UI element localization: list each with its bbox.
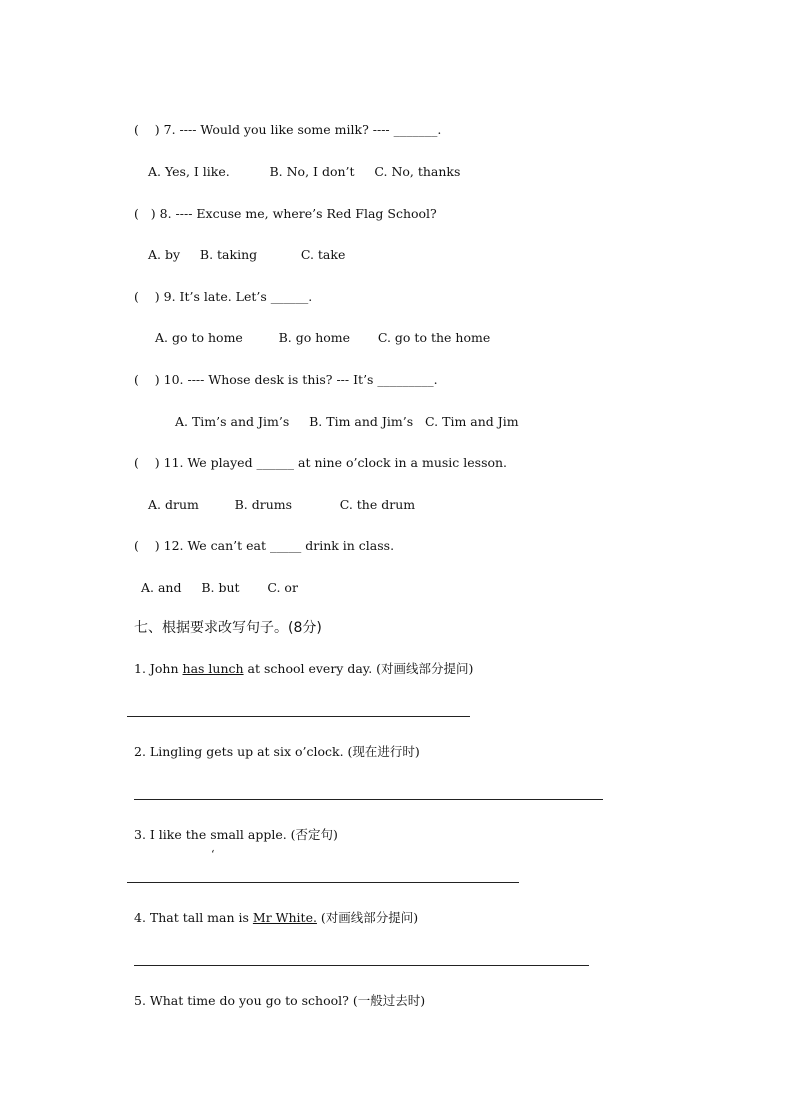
question-7-options: A. Yes, I like. B. No, I don’t C. No, thanks — [148, 164, 461, 179]
rewrite-3-prompt: 3. I like the small apple. (否定句) — [134, 827, 338, 842]
question-11-stem: ( ) 11. We played ______ at nine o’clock in a music lesson. — [134, 455, 508, 470]
question-10-options: A. Tim’s and Jim’s B. Tim and Jim’s C. Tim and Jim — [175, 414, 519, 429]
question-8-stem: ( ) 8. ---- Excuse me, where’s Red Flag School? — [134, 206, 437, 221]
answer-line-2[interactable] — [134, 799, 603, 800]
answer-line-3[interactable] — [127, 882, 519, 883]
section-title: 七、根据要求改写句子。(8分) — [134, 620, 322, 636]
rewrite-1-underlined: has lunch — [182, 661, 244, 676]
rewrite-1-prompt — [134, 661, 473, 677]
answer-line-1[interactable] — [127, 716, 470, 717]
question-9-stem: ( ) 9. It’s late. Let’s ______. — [134, 289, 313, 304]
question-7-stem: ( ) 7. ---- Would you like some milk? ---- _______. — [134, 122, 442, 137]
question-12-stem: ( ) 12. We can’t eat _____ drink in class. — [134, 538, 395, 553]
rewrite-2-prompt: 2. Lingling gets up at six o’clock. (现在进行时) — [134, 744, 420, 759]
question-10-stem: ( ) 10. ---- Whose desk is this? --- It’s _________. — [134, 372, 438, 387]
rewrite-1-pre: 1. John — [134, 661, 183, 676]
rewrite-1-post: at school every day. (对画线部分提问) — [243, 661, 474, 676]
rewrite-4-underlined: Mr White. — [252, 910, 317, 925]
question-11-options: A. drum B. drums C. the drum — [148, 497, 416, 512]
question-12-options: A. and B. but C. or — [141, 580, 298, 595]
rewrite-4-prompt — [134, 910, 418, 926]
question-9-options: A. go to home B. go home C. go to the home — [155, 330, 491, 345]
rewrite-4-pre: 4. That tall man is — [134, 910, 253, 925]
rewrite-5-prompt: 5. What time do you go to school? (一般过去时) — [134, 993, 426, 1008]
answer-line-4[interactable] — [134, 965, 589, 966]
rewrite-4-post: (对画线部分提问) — [316, 910, 419, 925]
question-8-options: A. by B. taking C. take — [148, 247, 346, 262]
stray-quote-mark: ‘ — [211, 848, 215, 861]
